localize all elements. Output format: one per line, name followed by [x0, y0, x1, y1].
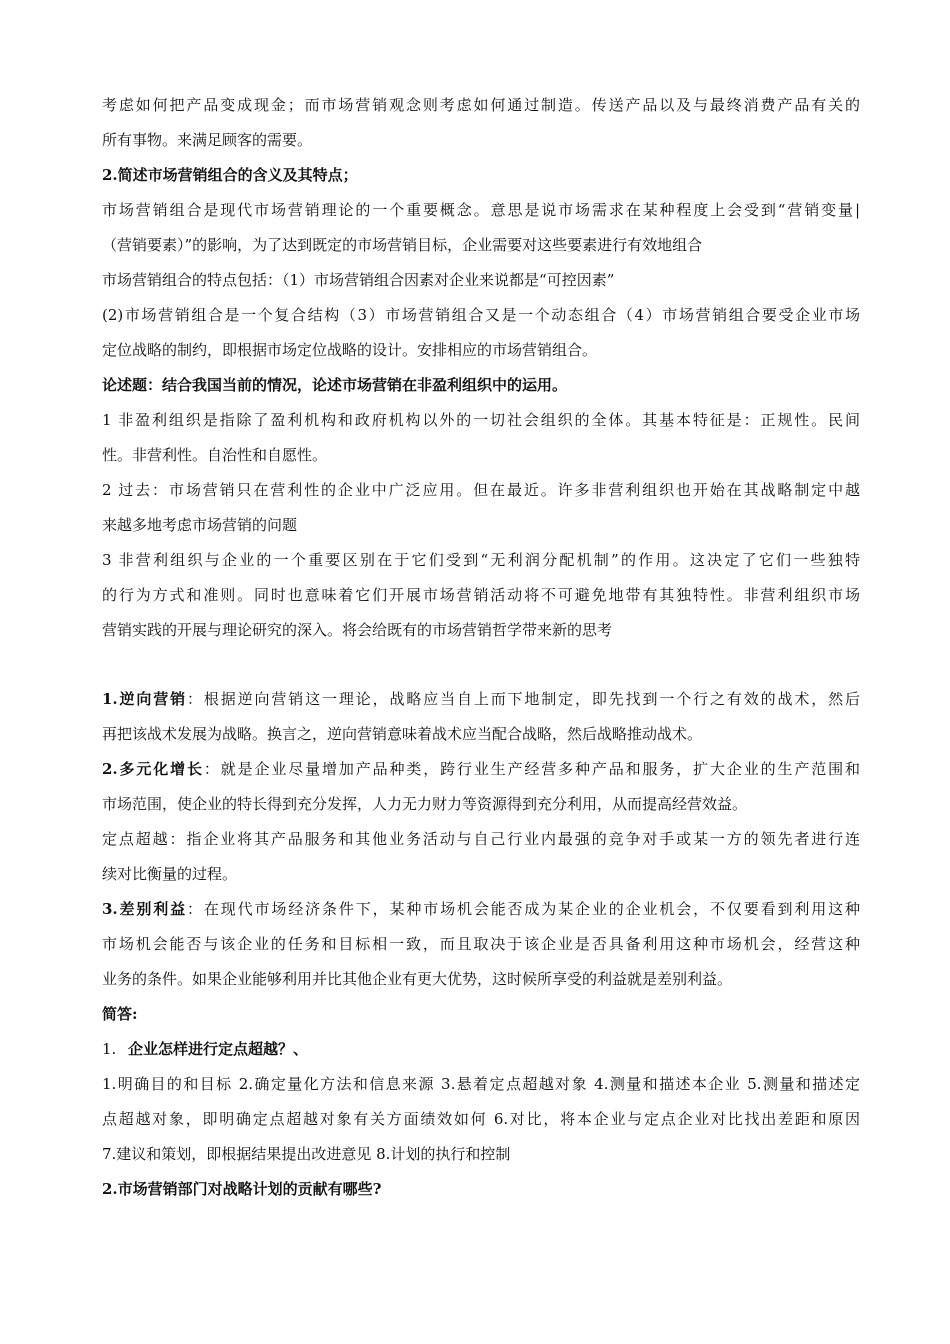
section-heading: 2.简述市场营销组合的含义及其特点； [102, 166, 358, 184]
text-line: 点超越对象，即明确定点超越对象有关方面绩效如何 6.对比，将本企业与定点企业对比找出差距和原因 [102, 1110, 860, 1128]
numbered-question [102, 1032, 860, 1067]
text-line: 续对比衡量的过程。 [102, 865, 238, 883]
term-text: ：在现代市场经济条件下，某种市场机会能否成为某企业的企业机会，不仅要看到利用这种 [187, 900, 860, 918]
text-line: 的行为方式和准则。同时也意味着它们开展市场营销活动将不可避免地带有其独特性。非营利组织市场 [102, 586, 860, 604]
term-label: 3.差别利益 [102, 900, 188, 918]
text-line: 业务的条件。如果企业能够利用并比其他企业有更大优势，这时候所享受的利益就是差别利益。 [102, 970, 733, 988]
term-definition-line [102, 682, 860, 717]
term-text: ：就是企业尽量增加产品种类，跨行业生产经营多种产品和服务，扩大企业的生产范围和 [203, 760, 860, 778]
text-line: 性。非营利性。自治性和自愿性。 [102, 446, 328, 464]
text-line: 考虑如何把产品变成现金；而市场营销观念则考虑如何通过制造。传送产品以及与最终消费产品有关的 [102, 96, 860, 114]
text-line: 营销实践的开展与理论研究的深入。将会给既有的市场营销哲学带来新的思考 [102, 621, 613, 639]
term-definition-line [102, 892, 860, 927]
text-line: (2)市场营销组合是一个复合结构（3）市场营销组合又是一个动态组合（4）市场营销组合要受企业市场 [102, 306, 860, 324]
text-line: 3 非营利组织与企业的一个重要区别在于它们受到“无利润分配机制”的作用。这决定了它们一些独特 [102, 551, 860, 569]
text-line: 1.明确目的和目标 2.确定量化方法和信息来源 3.悬着定点超越对象 4.测量和描述本企业 5.测量和描述定 [102, 1075, 860, 1093]
text-line: 市场机会能否与该企业的任务和目标相一致，而且取决于该企业是否具备利用这种市场机会，经营这种 [102, 935, 860, 953]
section-heading: 2.市场营销部门对战略计划的贡献有哪些? [102, 1180, 382, 1198]
section-heading: 简答: [102, 1005, 138, 1023]
term-text: ：根据逆向营销这一理论，战略应当自上而下地制定，即先找到一个行之有效的战术，然后 [187, 690, 860, 708]
text-line: 再把该战术发展为战略。换言之，逆向营销意味着战术应当配合战略，然后战略推动战术。 [102, 725, 703, 743]
text-line: 定点超越：指企业将其产品服务和其他业务活动与自己行业内最强的竞争对手或某一方的领先者进行连 [102, 830, 860, 848]
text-line: 定位战略的制约，即根据市场定位战略的设计。安排相应的市场营销组合。 [102, 341, 598, 359]
text-line: 2 过去：市场营销只在营利性的企业中广泛应用。但在最近。许多非营利组织也开始在其战略制定中越 [102, 481, 860, 499]
text-line: 市场范围，使企业的特长得到充分发挥，人力无力财力等资源得到充分利用，从而提高经营效益。 [102, 795, 748, 813]
section-heading: 论述题：结合我国当前的情况，论述市场营销在非盈利组织中的运用。 [102, 376, 568, 394]
text-line: （营销要素）”的影响，为了达到既定的市场营销目标，企业需要对这些要素进行有效地组合 [102, 236, 703, 254]
text-line: 来越多地考虑市场营销的问题 [102, 516, 298, 534]
text-line: 所有事物。来满足顾客的需要。 [102, 131, 313, 149]
text-line: 7.建议和策划，即根据结果提出改进意见 8.计划的执行和控制 [102, 1145, 511, 1163]
term-label: 2.多元化增长 [102, 760, 204, 778]
text-line: 市场营销组合的特点包括：（1）市场营销组合因素对企业来说都是“可控因素” [102, 271, 615, 289]
text-line: 市场营销组合是现代市场营销理论的一个重要概念。意思是说市场需求在某种程度上会受到“营销变量| [102, 201, 860, 219]
text-line: 1 非盈利组织是指除了盈利机构和政府机构以外的一切社会组织的全体。其基本特征是：正规性。民间 [102, 411, 860, 429]
question-text: 企业怎样进行定点超越？、 [128, 1040, 309, 1058]
term-definition-line [102, 752, 860, 787]
paragraph-gap [102, 648, 860, 682]
question-number: 1. [102, 1040, 117, 1058]
term-label: 1.逆向营销 [102, 690, 188, 708]
